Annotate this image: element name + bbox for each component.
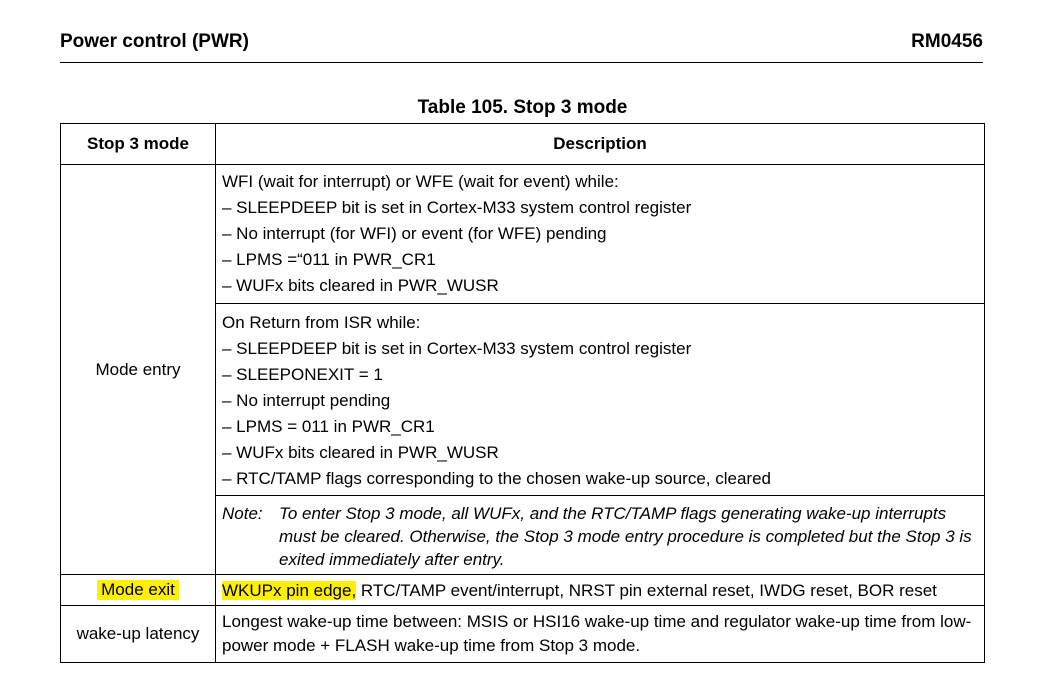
- text-line: – WUFx bits cleared in PWR_WUSR: [222, 443, 499, 462]
- doc-id: RM0456: [911, 31, 983, 52]
- row-label-mode-entry: Mode entry: [60, 164, 216, 575]
- note-text: To enter Stop 3 mode, all WUFx, and the RTC/TAMP flags generating wake-up interrupts must be cleared. Otherwise, the Stop 3 mode entry procedure is completed but the Stop 3 is exited immediately after entry.: [279, 504, 972, 569]
- section-title: Power control (PWR): [60, 31, 249, 52]
- text-line: – LPMS = 011 in PWR_CR1: [222, 417, 435, 436]
- row-label-wakeup-latency: wake-up latency: [60, 605, 216, 663]
- text-line: – No interrupt (for WFI) or event (for WFE) pending: [222, 224, 607, 243]
- text-line: – WUFx bits cleared in PWR_WUSR: [222, 276, 499, 295]
- highlighted-label: Mode exit: [97, 580, 179, 600]
- entry-note: [215, 495, 985, 575]
- text-line: – LPMS =“011 in PWR_CR1: [222, 250, 436, 269]
- column-header-description: Description: [215, 123, 985, 165]
- text-line: – RTC/TAMP flags corresponding to the chosen wake-up source, cleared: [222, 469, 772, 488]
- text-line: On Return from ISR while:: [222, 313, 421, 332]
- text-line: – SLEEPDEEP bit is set in Cortex-M33 system control register: [222, 198, 692, 217]
- column-header-mode: Stop 3 mode: [60, 123, 216, 165]
- entry-block-wfi: [215, 164, 985, 304]
- text-line: – SLEEPDEEP bit is set in Cortex-M33 system control register: [222, 339, 692, 358]
- text-line: WFI (wait for interrupt) or WFE (wait for event) while:: [222, 172, 619, 191]
- header-rule: [60, 62, 983, 63]
- highlighted-text: WKUPx pin edge,: [222, 581, 357, 600]
- text-line: – SLEEPONEXIT = 1: [222, 365, 383, 384]
- note-label: Note:: [222, 504, 263, 523]
- mode-exit-description: [215, 574, 985, 606]
- table-caption: Table 105. Stop 3 mode: [417, 97, 628, 118]
- text-line: – No interrupt pending: [222, 391, 391, 410]
- row-label-mode-exit: [60, 574, 216, 606]
- exit-text: RTC/TAMP event/interrupt, NRST pin external reset, IWDG reset, BOR reset: [356, 581, 937, 600]
- wakeup-latency-description: Longest wake-up time between: MSIS or HSI16 wake-up time and regulator wake-up time from low-power mode + FLASH wake-up time from Stop 3 mode.: [215, 605, 985, 663]
- entry-block-isr: [215, 303, 985, 496]
